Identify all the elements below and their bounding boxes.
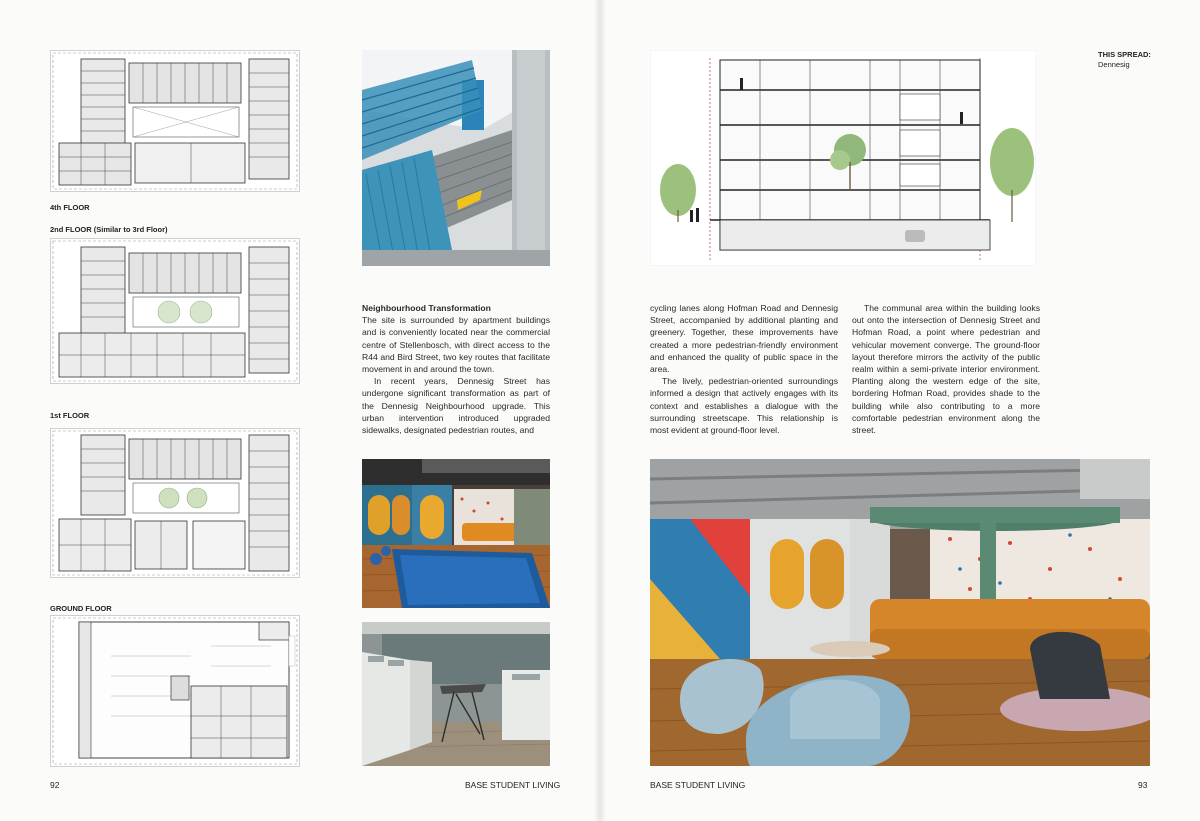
communal-lounge-photo (650, 459, 1150, 766)
folio-title-left: BASE STUDENT LIVING (465, 780, 561, 790)
article-column-right (852, 302, 1040, 436)
folio-page-number-right: 93 (1138, 780, 1148, 790)
article-paragraph: In recent years, Dennesig Street has undergone significant transformation as part of the Dennesig Neighbourhood upgrade. This urban intervention introduced upgraded sidewalks, designated pedestrian routes, and (362, 376, 550, 436)
article-paragraph: The communal area within the building looks out onto the intersection of Dennesig Street and Hofman Road, a point where pedestrian and vehicular movement converge. The ground-floor layout therefore mirrors the activity of the public realm within a semi-private interior environment. Planting along the western edge of the site, bordering Hofman Road, provides shade to the building while also contributing to a more comfortable pedestrian environment along the street. (852, 303, 1040, 436)
article-paragraph: The lively, pedestrian-oriented surroundings informed a design that actively engages with its context and establishes a dialogue with the surrounding streetscape. This relationship is most evident at ground-floor level. (650, 376, 838, 436)
plan-label-2nd-floor: 2nd FLOOR (Similar to 3rd Floor) (50, 225, 168, 234)
stairwell-photo (362, 50, 550, 266)
article-paragraph: cycling lanes along Hofman Road and Dennesig Street, accompanied by additional planting and greenery. Together, these improvements have created a more pedestrian-friendly environment and enhanced the quality of public space in the area. (650, 303, 838, 375)
games-room-photo (362, 459, 550, 608)
plan-label-1st-floor: 1st FLOOR (50, 411, 90, 420)
article-column-left (362, 302, 550, 436)
plan-label-4th-floor: 4th FLOOR (50, 203, 90, 212)
spread-label-heading: THIS SPREAD: (1098, 50, 1151, 59)
floor-plan-2nd (50, 238, 300, 384)
folio-title-right: BASE STUDENT LIVING (650, 780, 746, 790)
building-section-drawing (650, 50, 1036, 266)
floor-plan-4th (50, 50, 300, 192)
spine-gutter (594, 0, 606, 821)
spread-caption (1098, 50, 1151, 70)
floor-plan-1st (50, 428, 300, 578)
laundry-photo (362, 622, 550, 766)
spread-label-text: Dennesig (1098, 60, 1130, 69)
floor-plan-ground (50, 615, 300, 767)
plan-label-ground-floor: GROUND FLOOR (50, 604, 112, 613)
article-paragraph: The site is surrounded by apartment buildings and is conveniently located near the commercial centre of Stellenbosch, with direct access to the R44 and Bird Street, two key routes that facilitate movement in and around the town. (362, 315, 550, 375)
article-column-middle (650, 302, 838, 436)
folio-page-number-left: 92 (50, 780, 60, 790)
article-heading: Neighbourhood Transformation (362, 303, 491, 313)
